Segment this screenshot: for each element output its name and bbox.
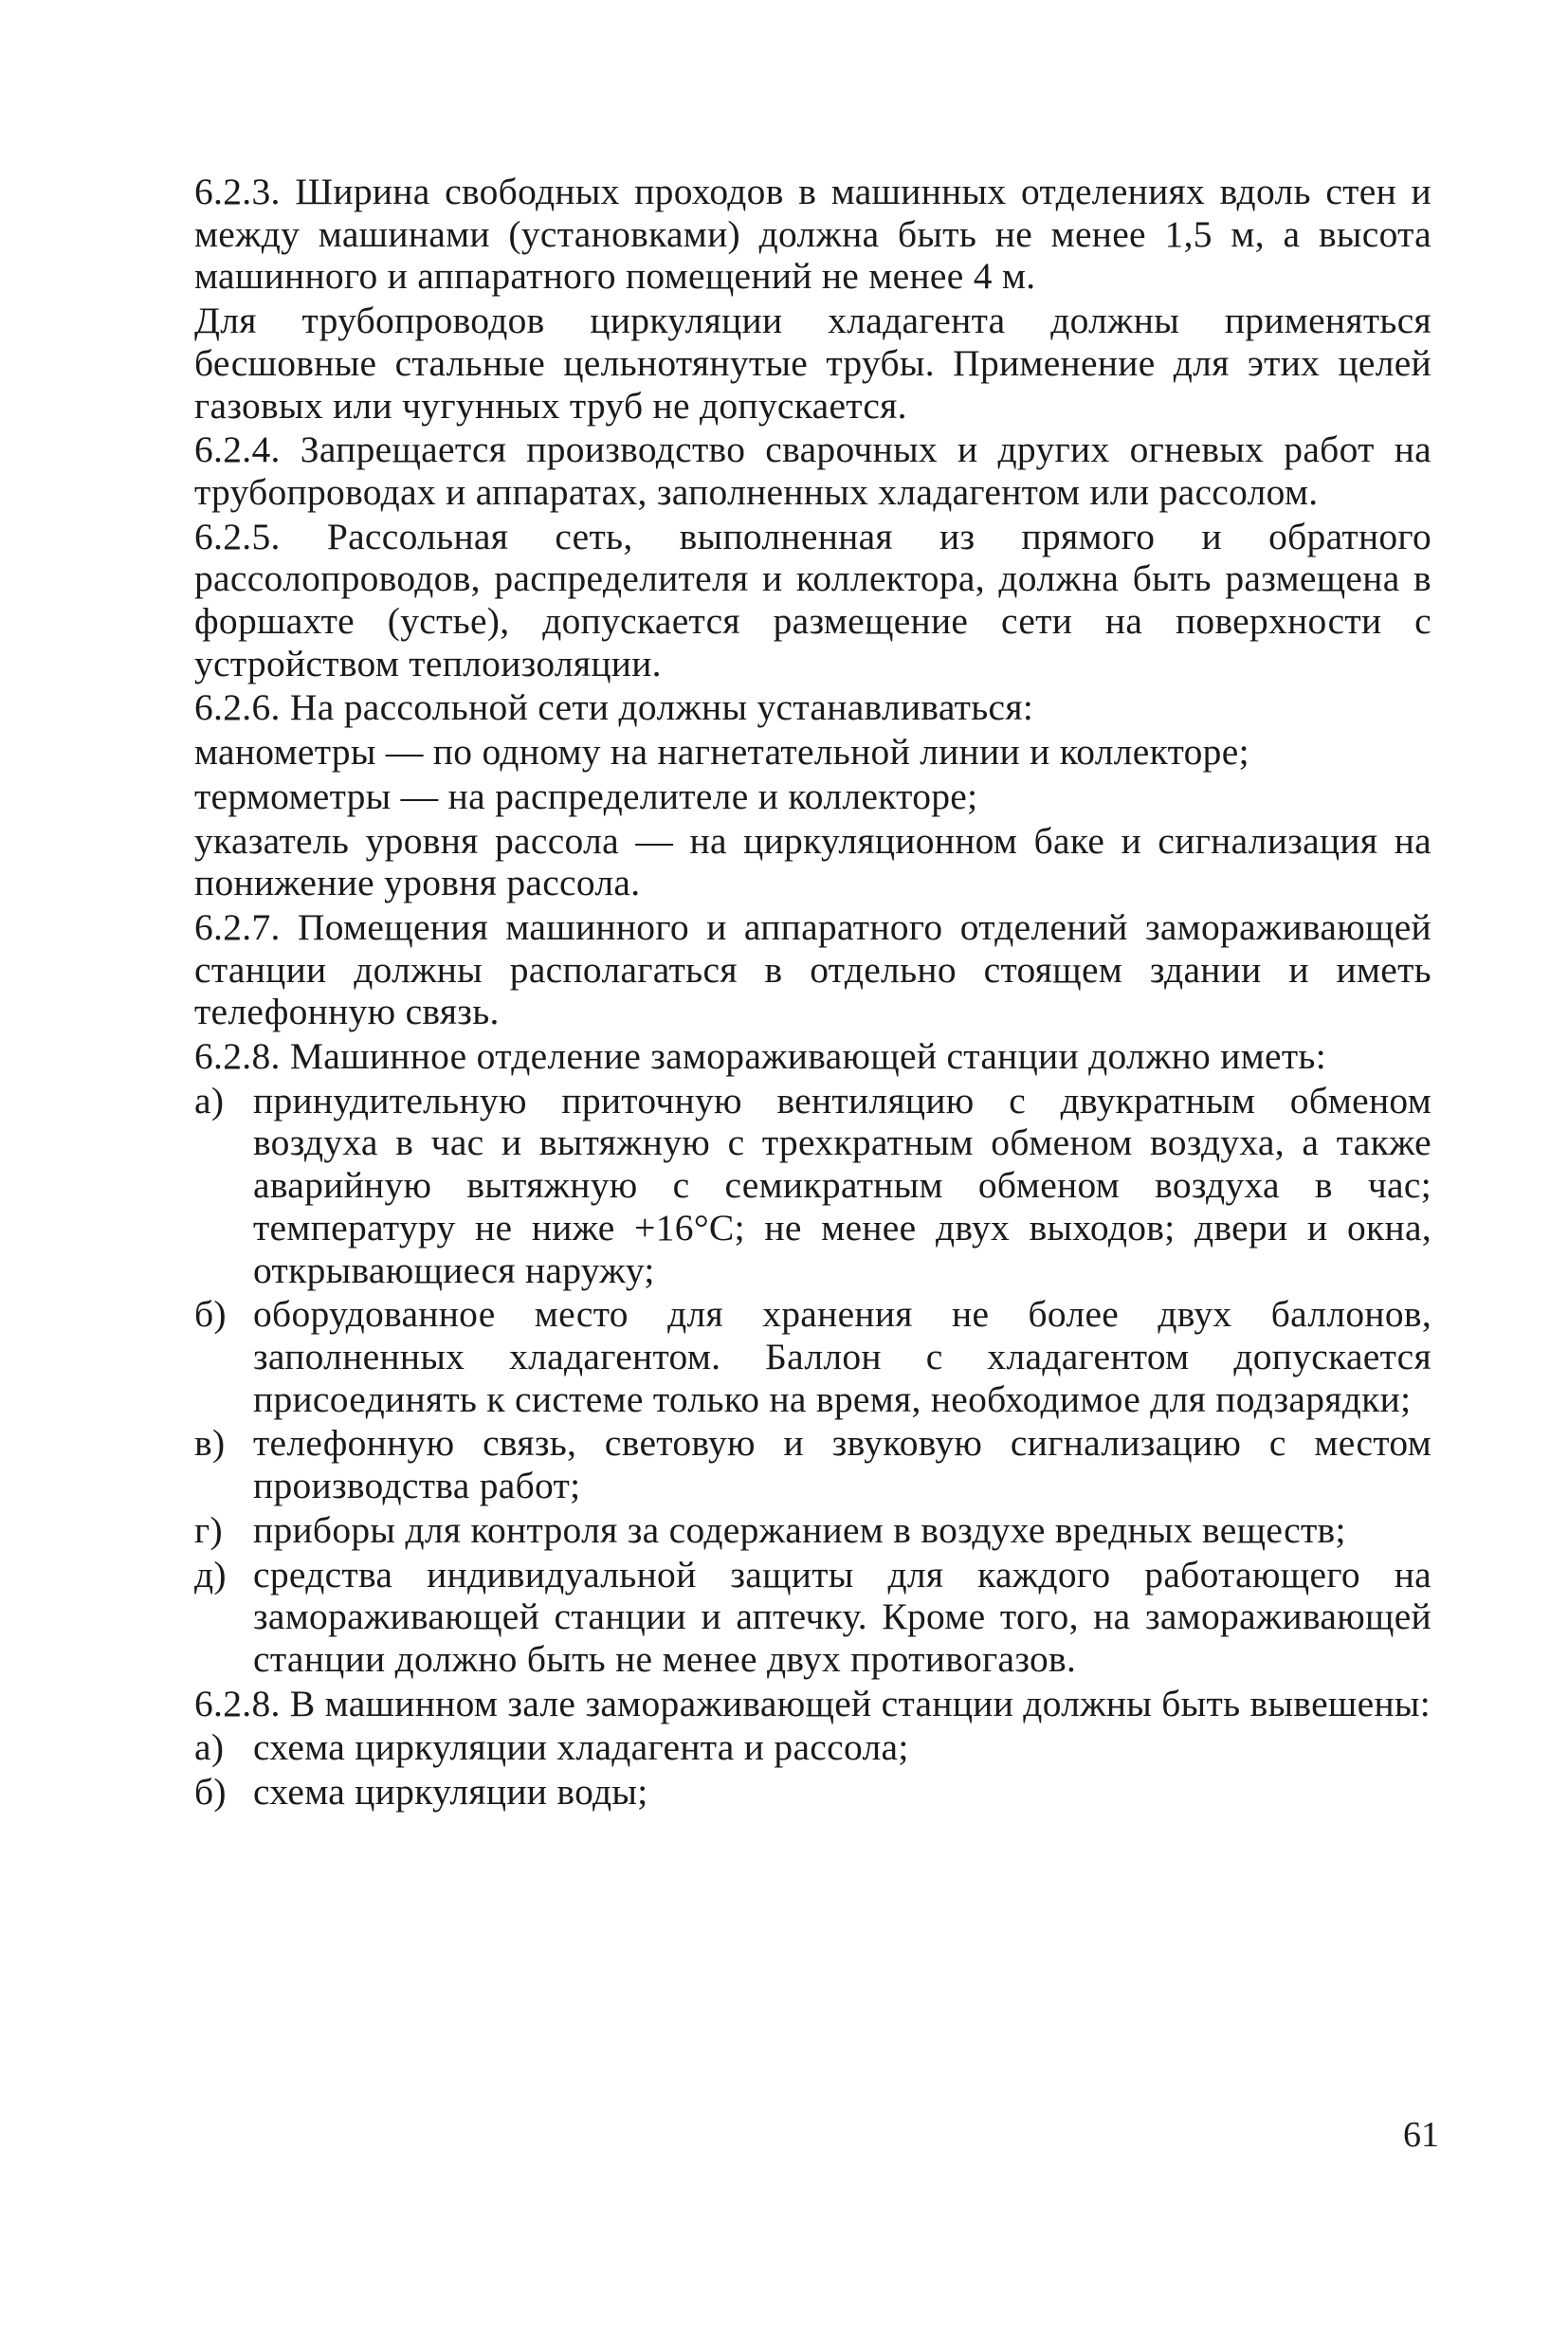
clause-text: Машинное отделение замораживающей станции должно иметь: [280, 1035, 1326, 1078]
hall-postings-list [194, 1726, 1431, 1813]
clause-text: На рассольной сети должны устанавливаться: [280, 686, 1034, 729]
list-marker: а) [194, 1726, 225, 1769]
paragraph-manometers [194, 731, 1431, 774]
clause-6-2-5 [194, 516, 1431, 685]
list-marker: б) [194, 1771, 227, 1814]
clause-number: 6.2.7. [194, 905, 281, 948]
list-item [194, 1726, 1431, 1769]
clause-6-2-6 [194, 686, 1431, 729]
clause-number: 6.2.6. [194, 686, 281, 729]
clause-number: 6.2.8. [194, 1682, 281, 1724]
clause-text: Рассольная сеть, выполненная из прямого и обратного рассолопроводов, распределителя и коллектора, должна быть размещена в форшахте (устье), допускается размещение сети на поверхности с устройством теплоизоляции. [194, 515, 1431, 684]
list-item-text: средства индивидуальной защиты для каждого работающего на замораживающей станции и аптечку. Кроме того, на замораживающей станции должно быть не менее двух противогазов. [253, 1553, 1431, 1680]
list-item-text: оборудованное место для хранения не более двух баллонов, заполненных хладагентом. Баллон с хладагентом допускается присоединять к системе только на время, необходимое для подзарядки; [253, 1293, 1431, 1420]
list-marker: б) [194, 1293, 227, 1336]
paragraph-text: манометры — по одному на нагнетательной линии и коллекторе; [194, 731, 1249, 774]
list-marker: а) [194, 1079, 225, 1121]
clause-text: Ширина свободных проходов в машинных отделениях вдоль стен и между машинами (установками) должна быть не менее 1,5 м, а высота машинного и аппаратного помещений не менее 4 м. [194, 171, 1431, 298]
list-item [194, 1509, 1431, 1552]
clause-number: 6.2.5. [194, 515, 281, 557]
clause-text: Помещения машинного и аппаратного отделений замораживающей станции должны располагаться в отдельно стоящем здании и иметь телефонную связь. [194, 905, 1431, 1033]
paragraph-thermometers [194, 775, 1431, 818]
clause-number: 6.2.3. [194, 171, 281, 212]
paragraph-text: Для трубопроводов циркуляции хладагента должны применяться бесшовные стальные цельнотянутые трубы. Применение для этих целей газовых или чугунных труб не допускается. [194, 300, 1431, 427]
clause-6-2-8-hall [194, 1683, 1431, 1725]
list-marker: в) [194, 1422, 226, 1465]
clause-text: Запрещается производство сварочных и других огневых работ на трубопроводах и аппаратах, заполненных хладагентом или рассолом. [194, 428, 1431, 513]
paragraph-pipes [194, 300, 1431, 427]
list-item-text: телефонную связь, световую и звуковую сигнализацию с местом производства работ; [253, 1422, 1431, 1507]
clause-6-2-8-machine-room [194, 1035, 1431, 1078]
clause-number: 6.2.8. [194, 1035, 281, 1078]
list-item-text: схема циркуляции хладагента и рассола; [253, 1726, 909, 1769]
machine-room-requirements-list [194, 1080, 1431, 1681]
list-item-text: приборы для контроля за содержанием в воздухе вредных веществ; [253, 1508, 1346, 1551]
clause-number: 6.2.4. [194, 428, 281, 471]
page-number: 61 [1403, 2115, 1439, 2155]
paragraph-text: указатель уровня рассола — на циркуляционном баке и сигнализация на понижение уровня рассола. [194, 819, 1431, 904]
clause-6-2-3 [194, 171, 1431, 298]
list-item [194, 1080, 1431, 1292]
body-text [194, 171, 1431, 1815]
list-item [194, 1771, 1431, 1814]
paragraph-level-indicator [194, 820, 1431, 904]
clause-6-2-7 [194, 906, 1431, 1033]
list-item [194, 1422, 1431, 1506]
list-marker: г) [194, 1508, 223, 1551]
list-item [194, 1554, 1431, 1681]
list-item-text: принудительную приточную вентиляцию с двукратным обменом воздуха в час и вытяжную с трехкратным обменом воздуха, а также аварийную вытяжную с семикратным обменом воздуха в час; температуру не ниже +16°С; не менее двух выходов; двери и окна, открывающиеся наружу; [253, 1079, 1431, 1291]
clause-6-2-4 [194, 428, 1431, 513]
list-marker: д) [194, 1553, 227, 1595]
list-item [194, 1293, 1431, 1420]
list-item-text: схема циркуляции воды; [253, 1771, 648, 1814]
paragraph-text: термометры — на распределителе и коллекторе; [194, 775, 978, 817]
clause-text: В машинном зале замораживающей станции должны быть вывешены: [280, 1682, 1431, 1724]
